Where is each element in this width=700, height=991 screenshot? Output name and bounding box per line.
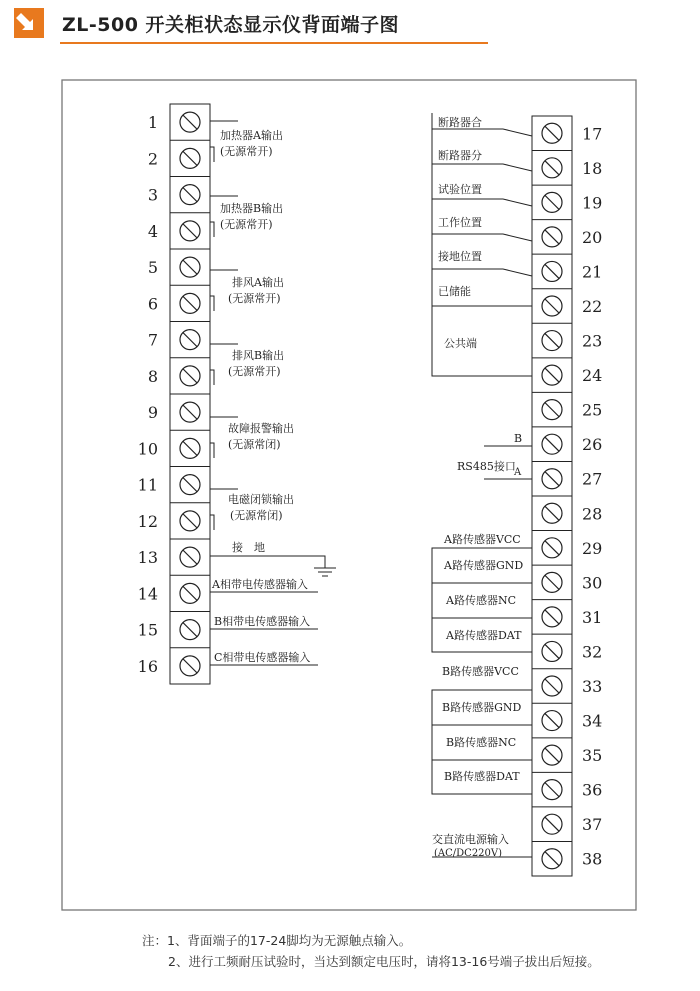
right-terminal-number: 36 xyxy=(582,780,603,800)
right-terminal-number: 38 xyxy=(582,849,603,869)
label-stored-energy: 已储能 xyxy=(438,285,471,298)
left-terminal-number: 14 xyxy=(137,584,158,604)
right-terminal-number: 25 xyxy=(582,400,603,420)
screw-icon xyxy=(180,475,200,495)
screw-icon xyxy=(542,538,562,558)
screw-icon xyxy=(542,676,562,696)
screw-icon xyxy=(542,400,562,420)
label-b-vcc: B路传感器VCC xyxy=(442,665,519,678)
label-magnetic-lock: 电磁闭锁输出 xyxy=(228,493,294,506)
screw-icon xyxy=(542,503,562,523)
label-power-note: (AC/DC220V) xyxy=(434,848,503,859)
note-1: 注：1、背面端子的17-24脚均为无源触点输入。 xyxy=(142,933,412,948)
left-terminal-number: 1 xyxy=(147,113,158,133)
right-terminal-number: 31 xyxy=(582,607,603,627)
screw-icon xyxy=(542,745,562,765)
note-2: 2、进行工频耐压试验时，当达到额定电压时，请将13-16号端子拔出后短接。 xyxy=(168,954,600,969)
screw-icon xyxy=(542,296,562,316)
label-ground: 接 地 xyxy=(232,541,265,554)
screw-icon xyxy=(542,641,562,661)
screw-icon xyxy=(542,331,562,351)
label-test-position: 试验位置 xyxy=(438,183,482,196)
label-a-nc: A路传感器NC xyxy=(446,594,516,607)
label-fault-alarm-note: (无源常闭) xyxy=(228,438,281,451)
screw-icon xyxy=(542,192,562,212)
label-rs485-a: A xyxy=(514,467,522,478)
left-terminal-number: 15 xyxy=(137,620,158,640)
screw-icon xyxy=(542,780,562,800)
left-labels xyxy=(211,128,310,664)
label-heater-a-note: (无源常开) xyxy=(220,145,273,158)
right-terminal-number: 22 xyxy=(582,297,603,316)
label-fan-b: 排风B输出 xyxy=(232,349,285,362)
screw-icon xyxy=(542,469,562,489)
right-terminal-number: 17 xyxy=(582,124,603,144)
screw-icon xyxy=(180,257,200,277)
screw-icon xyxy=(542,814,562,834)
screw-icon xyxy=(542,123,562,143)
right-terminal-number: 18 xyxy=(582,158,603,178)
screw-icon xyxy=(180,438,200,458)
right-terminal-number: 29 xyxy=(582,538,603,558)
label-fan-a: 排风A输出 xyxy=(232,276,284,289)
label-b-nc: B路传感器NC xyxy=(446,736,517,749)
right-terminal-number: 34 xyxy=(582,711,603,731)
left-terminal-block xyxy=(138,104,210,684)
left-terminal-number: 8 xyxy=(147,366,158,386)
left-terminal-number: 13 xyxy=(137,548,158,568)
left-terminal-number: 4 xyxy=(147,221,158,241)
label-heater-a: 加热器A输出 xyxy=(220,129,283,142)
right-terminal-number: 21 xyxy=(582,262,603,282)
label-heater-b: 加热器B输出 xyxy=(220,202,284,215)
label-common: 公共端 xyxy=(444,337,477,350)
label-sensor-b: B相带电传感器输入 xyxy=(214,615,311,628)
label-ground-position: 接地位置 xyxy=(438,250,482,263)
right-labels xyxy=(432,115,523,859)
right-terminal-number: 20 xyxy=(582,227,603,247)
right-terminal-number: 19 xyxy=(582,193,603,213)
right-terminal-number: 27 xyxy=(582,469,603,489)
right-terminal-number: 28 xyxy=(582,504,603,524)
screw-icon xyxy=(180,221,200,241)
right-terminal-number: 33 xyxy=(582,677,603,696)
label-a-dat: A路传感器DAT xyxy=(446,629,522,642)
label-b-dat: B路传感器DAT xyxy=(444,770,520,783)
screw-icon xyxy=(542,572,562,592)
screw-icon xyxy=(180,185,200,205)
screw-icon xyxy=(180,547,200,567)
left-terminal-number: 6 xyxy=(147,294,158,314)
label-a-vcc: A路传感器VCC xyxy=(444,533,521,546)
screw-icon xyxy=(180,366,200,386)
left-terminal-number: 10 xyxy=(137,439,158,459)
label-magnetic-lock-note: (无源常闭) xyxy=(230,509,283,522)
left-terminal-number: 9 xyxy=(147,403,158,423)
label-sensor-a: A相带电传感器输入 xyxy=(212,578,308,591)
label-b-gnd: B路传感器GND xyxy=(442,701,522,714)
screw-icon xyxy=(180,583,200,603)
screw-icon xyxy=(542,158,562,178)
left-terminal-number: 12 xyxy=(137,511,158,531)
label-breaker-open: 断路器分 xyxy=(438,149,482,162)
label-fan-a-note: (无源常开) xyxy=(228,292,281,305)
page-title: ZL-500 开关柜状态显示仪背面端子图 xyxy=(62,14,400,36)
label-power: 交直流电源输入 xyxy=(432,833,509,846)
screw-icon xyxy=(180,148,200,168)
screw-icon xyxy=(542,849,562,869)
screw-icon xyxy=(542,227,562,247)
label-rs485-b: B xyxy=(514,432,523,445)
screw-icon xyxy=(542,261,562,281)
label-fan-b-note: (无源常开) xyxy=(228,365,281,378)
label-breaker-close: 断路器合 xyxy=(438,116,482,129)
label-heater-b-note: (无源常开) xyxy=(220,218,273,231)
screw-icon xyxy=(542,711,562,731)
right-terminal-number: 23 xyxy=(582,331,603,351)
label-fault-alarm: 故障报警输出 xyxy=(228,422,294,435)
screw-icon xyxy=(542,607,562,627)
left-terminal-number: 7 xyxy=(147,330,158,350)
screw-icon xyxy=(542,434,562,454)
right-terminal-number: 24 xyxy=(582,366,603,386)
label-a-gnd: A路传感器GND xyxy=(444,559,524,572)
right-terminal-number: 37 xyxy=(582,815,603,835)
label-sensor-c: C相带电传感器输入 xyxy=(214,651,311,664)
screw-icon xyxy=(180,620,200,640)
screw-icon xyxy=(180,511,200,531)
right-terminal-block xyxy=(532,116,602,876)
left-terminal-number: 5 xyxy=(147,258,158,278)
screw-icon xyxy=(180,402,200,422)
notes xyxy=(142,930,600,972)
right-terminal-number: 26 xyxy=(582,435,603,455)
screw-icon xyxy=(180,330,200,350)
left-terminal-number: 3 xyxy=(147,185,158,205)
left-terminal-number: 11 xyxy=(137,475,158,495)
left-terminal-number: 16 xyxy=(137,656,158,676)
right-terminal-number: 35 xyxy=(582,746,603,766)
screw-icon xyxy=(180,293,200,313)
label-work-position: 工作位置 xyxy=(438,216,482,229)
right-terminal-number: 30 xyxy=(582,573,603,593)
left-terminal-number: 2 xyxy=(147,149,158,169)
screw-icon xyxy=(542,365,562,385)
label-rs485: RS485接口 xyxy=(457,460,516,473)
right-terminal-number: 32 xyxy=(582,642,603,662)
screw-icon xyxy=(180,656,200,676)
screw-icon xyxy=(180,112,200,132)
